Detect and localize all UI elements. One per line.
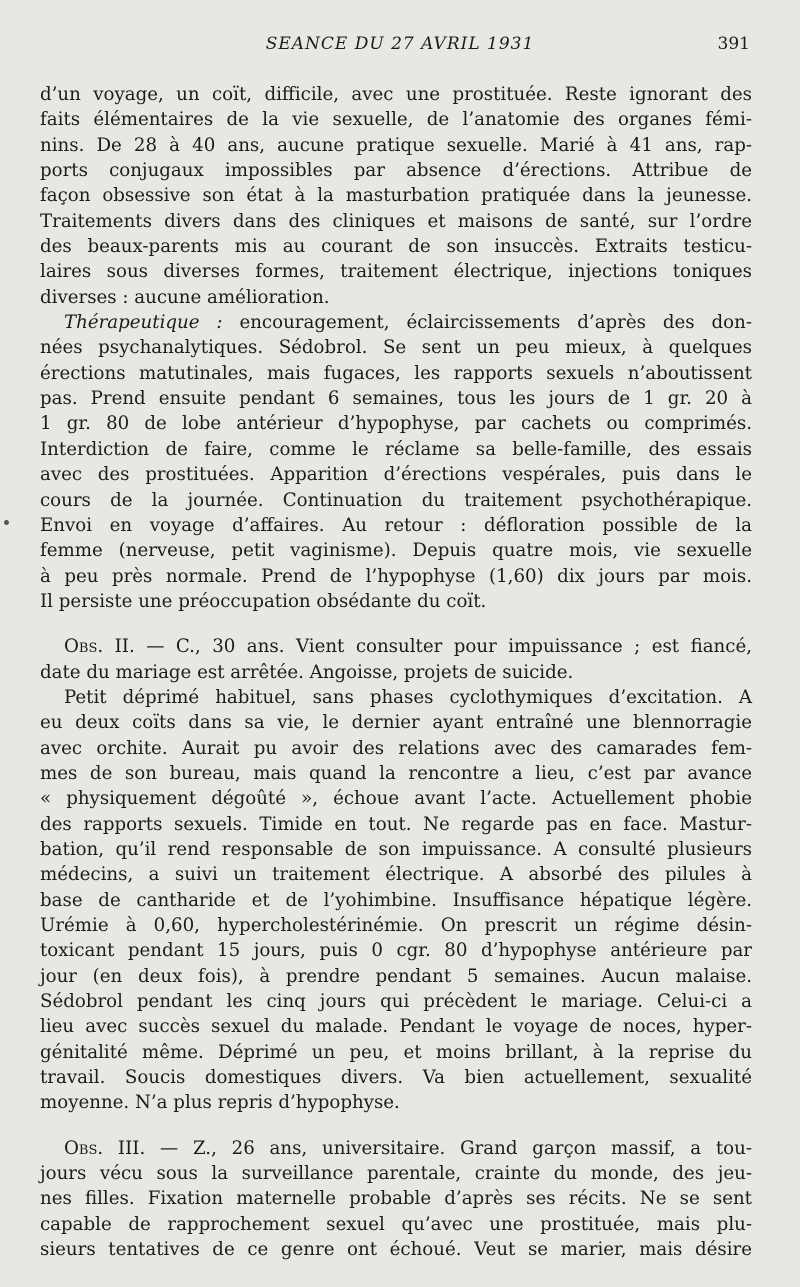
line-text: — C., 30 ans. Vient consulter pour impuissance ; est fiancé, <box>134 636 752 658</box>
line-text: sieurs tentatives de ce genre ont échoué. Veut se marier, mais désire <box>40 1239 752 1261</box>
paragraph-gap <box>40 614 752 634</box>
text-line <box>40 462 752 487</box>
line-text: Traitements divers dans des cliniques et maisons de santé, sur l’ordre <box>40 210 752 232</box>
text-line <box>40 1186 752 1211</box>
italic-heading: Thérapeutique : <box>64 312 223 334</box>
page-header <box>0 34 800 60</box>
line-text: pas. Prend ensuite pendant 6 semaines, tous les jours de 1 gr. 20 à <box>40 388 752 410</box>
text-line <box>40 634 752 659</box>
line-text: avec des prostituées. Apparition d’érections vespérales, puis dans le <box>40 464 752 486</box>
text-line <box>40 761 752 786</box>
text-line <box>40 386 752 411</box>
text-line <box>40 82 752 107</box>
line-text: Il persiste une préoccupation obsédante du coït. <box>40 590 487 612</box>
line-text: Sédobrol pendant les cinq jours qui précèdent le mariage. Celui-ci a <box>40 991 752 1013</box>
line-text: faits élémentaires de la vie sexuelle, de l’anatomie des organes fémi- <box>40 109 752 131</box>
text-line <box>40 538 752 563</box>
line-text: capable de rapprochement sexuel qu’avec une prostituée, mais plu- <box>40 1213 752 1235</box>
text-line <box>40 736 752 761</box>
line-text: moyenne. N’a plus repris d’hypophyse. <box>40 1092 400 1114</box>
line-text: laires sous diverses formes, traitement électrique, injections toniques <box>40 261 752 283</box>
text-line <box>40 660 752 685</box>
text-line <box>40 812 752 837</box>
text-line <box>40 107 752 132</box>
text-line <box>40 411 752 436</box>
text-line <box>40 710 752 735</box>
text-line <box>40 285 752 310</box>
text-line <box>40 1161 752 1186</box>
observation-label: Obs. III. <box>64 1137 146 1159</box>
line-text: Petit déprimé habituel, sans phases cyclothymiques d’excitation. A <box>64 686 752 708</box>
line-text: « physiquement dégoûté », échoue avant l’acte. Actuellement phobie <box>40 788 752 810</box>
text-line <box>40 1040 752 1065</box>
text-line <box>40 361 752 386</box>
paragraph-gap <box>40 1116 752 1136</box>
text-line <box>40 989 752 1014</box>
line-text: date du mariage est arrêtée. Angoisse, projets de suicide. <box>40 661 574 683</box>
body-text <box>40 82 752 1262</box>
text-line <box>40 786 752 811</box>
text-line <box>40 589 752 614</box>
text-line <box>40 564 752 589</box>
line-text: des beaux-parents mis au courant de son insuccès. Extraits testicu- <box>40 236 752 258</box>
line-text: génitalité même. Déprimé un peu, et moins brillant, à la reprise du <box>40 1041 752 1063</box>
page-number: 391 <box>717 34 750 54</box>
line-text: des rapports sexuels. Timide en tout. Ne regarde pas en face. Mastur- <box>40 813 752 835</box>
text-line <box>40 1136 752 1161</box>
line-text: nins. De 28 à 40 ans, aucune pratique sexuelle. Marié à 41 ans, rap- <box>40 134 752 156</box>
line-text: diverses : aucune amélioration. <box>40 286 330 308</box>
line-text: — Z., 26 ans, universitaire. Grand garçon massif, a tou- <box>145 1137 752 1159</box>
text-line <box>40 1237 752 1262</box>
line-text: à peu près normale. Prend de l’hypophyse (1,60) dix jours par mois. <box>40 565 752 587</box>
line-text: érections matutinales, mais fugaces, les rapports sexuels n’aboutissent <box>40 362 752 384</box>
line-text: toxicant pendant 15 jours, puis 0 cgr. 80 d’hypophyse antérieure par <box>40 940 752 962</box>
line-text: femme (nerveuse, petit vaginisme). Depuis quatre mois, vie sexuelle <box>40 540 752 562</box>
line-text: encouragement, éclaircissements d’après des don- <box>222 312 752 334</box>
line-text: travail. Soucis domestiques divers. Va bien actuellement, sexualité <box>40 1067 752 1089</box>
text-line <box>40 888 752 913</box>
line-text: avec orchite. Aurait pu avoir des relations avec des camarades fem- <box>40 737 752 759</box>
line-text: nes filles. Fixation maternelle probable d’après ses récits. Ne se sent <box>40 1188 752 1210</box>
text-line <box>40 259 752 284</box>
line-text: base de cantharide et de l’yohimbine. Insuffisance hépatique légère. <box>40 889 752 911</box>
line-text: médecins, a suivi un traitement électrique. A absorbé des pilules à <box>40 864 752 886</box>
line-text: 1 gr. 80 de lobe antérieur d’hypophyse, par cachets ou comprimés. <box>40 413 752 435</box>
text-line <box>40 837 752 862</box>
text-line <box>40 437 752 462</box>
text-line <box>40 310 752 335</box>
running-title: SEANCE DU 27 AVRIL 1931 <box>265 34 535 54</box>
text-line <box>40 488 752 513</box>
text-line <box>40 234 752 259</box>
text-line <box>40 335 752 360</box>
text-line <box>40 183 752 208</box>
line-text: eu deux coïts dans sa vie, le dernier ayant entraîné une blennorragie <box>40 712 752 734</box>
line-text: jour (en deux fois), à prendre pendant 5 semaines. Aucun malaise. <box>40 965 752 987</box>
text-line <box>40 913 752 938</box>
line-text: cours de la journée. Continuation du traitement psychothérapique. <box>40 489 752 511</box>
line-text: d’un voyage, un coït, difficile, avec une prostituée. Reste ignorant des <box>40 84 752 105</box>
text-line <box>40 513 752 538</box>
margin-speck <box>4 520 9 525</box>
observation-label: Obs. II. <box>64 636 135 658</box>
text-line <box>40 964 752 989</box>
text-line <box>40 862 752 887</box>
line-text: lieu avec succès sexuel du malade. Pendant le voyage de noces, hyper- <box>40 1016 752 1038</box>
line-text: ports conjugaux impossibles par absence d’érections. Attribue de <box>40 160 752 182</box>
text-line <box>40 1212 752 1237</box>
line-text: bation, qu’il rend responsable de son impuissance. A consulté plusieurs <box>40 838 752 860</box>
text-line <box>40 1090 752 1115</box>
text-line <box>40 1065 752 1090</box>
line-text: Urémie à 0,60, hypercholestérinémie. On prescrit un régime désin- <box>40 915 752 936</box>
line-text: Interdiction de faire, comme le réclame sa belle-famille, des essais <box>40 438 752 460</box>
text-line <box>40 158 752 183</box>
line-text: Envoi en voyage d’affaires. Au retour : défloration possible de la <box>40 514 752 536</box>
text-line <box>40 1014 752 1039</box>
text-line <box>40 938 752 963</box>
line-text: mes de son bureau, mais quand la rencontre a lieu, c’est par avance <box>40 762 752 784</box>
line-text: jours vécu sous la surveillance parentale, crainte du monde, des jeu- <box>40 1163 752 1185</box>
text-line <box>40 133 752 158</box>
line-text: façon obsessive son état à la masturbation pratiquée dans la jeunesse. <box>40 185 752 207</box>
text-line <box>40 685 752 710</box>
line-text: nées psychanalytiques. Sédobrol. Se sent un peu mieux, à quelques <box>40 337 752 359</box>
text-line <box>40 209 752 234</box>
